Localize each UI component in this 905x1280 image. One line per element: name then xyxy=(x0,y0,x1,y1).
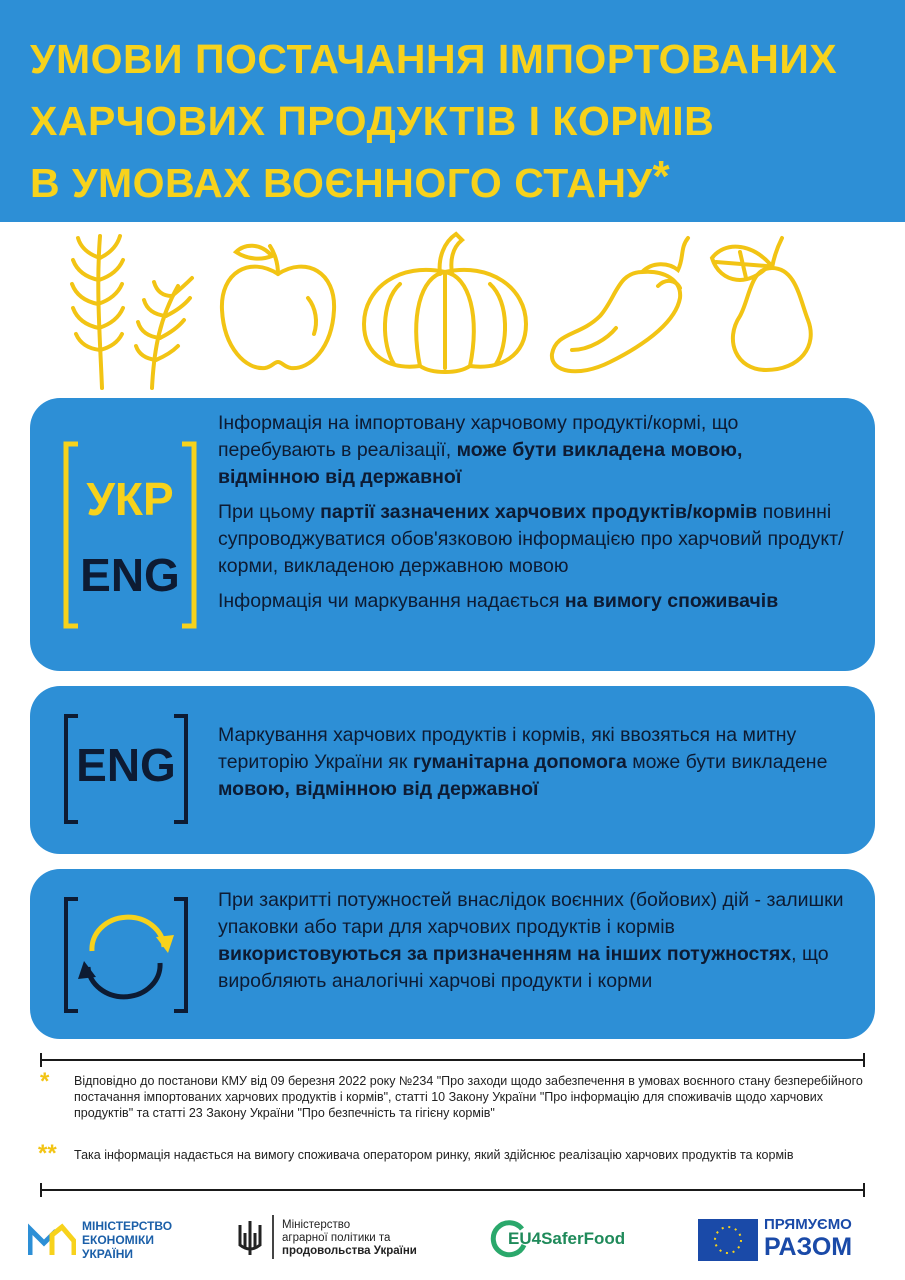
recycle-badge xyxy=(62,895,190,1015)
footnote-2: Така інформація надається на вимогу споживача оператором ринку, який здійснює реалізацію харчових продуктів та кормів xyxy=(74,1148,794,1162)
card2-normal-a: Маркування харчових продуктів і кормів, які ввозяться на митну територію України як xyxy=(218,724,797,773)
minagro-logo-text xyxy=(282,1219,417,1258)
header-banner xyxy=(0,0,905,222)
card1-p1-normal: Інформація на імпортовану харчовому продукті/кормі, що перебувають в реалізації, xyxy=(218,412,739,461)
title-line-2: ХАРЧОВИХ ПРОДУКТІВ І КОРМІВ xyxy=(30,98,715,144)
card1-p2-bold: партії зазначених харчових продуктів/кормів xyxy=(320,501,758,523)
card3-bold: використовуються за призначенням на інших потужностях xyxy=(218,943,792,965)
eu4saferfood-logo-text: EU4SaferFood xyxy=(508,1229,626,1248)
card1-p3-bold: на вимогу споживачів xyxy=(564,590,779,612)
card1-p3-normal: Інформація чи маркування надається xyxy=(218,590,565,612)
pear-icon xyxy=(712,238,811,370)
pumpkin-icon xyxy=(364,234,526,372)
badge-ukr-label: УКР xyxy=(86,473,174,525)
partner-logos xyxy=(0,1205,905,1275)
mineconomy-logo-text xyxy=(82,1219,172,1261)
eggplant-icon xyxy=(552,238,688,371)
footnote-star-2: ** xyxy=(38,1140,57,1167)
card2-normal-b: може бути викладене xyxy=(626,751,828,773)
page-title xyxy=(30,28,890,214)
card3-paragraph xyxy=(218,887,849,995)
apple-icon xyxy=(222,246,334,368)
info-card-language xyxy=(30,398,875,671)
title-line-1: УМОВИ ПОСТАЧАННЯ ІМПОРТОВАНИХ xyxy=(30,36,838,82)
card2-text xyxy=(218,722,849,811)
eu-flag-icon xyxy=(698,1219,758,1261)
razom-text: РАЗОМ xyxy=(764,1233,853,1261)
card3-text xyxy=(218,887,849,1003)
mineconomy-line-1: МІНІСТЕРСТВО xyxy=(82,1219,173,1233)
mineconomy-logo-icon xyxy=(28,1223,76,1259)
card3-normal-b: , що виробляють аналогічні харчові продукти і корми xyxy=(218,943,829,992)
card1-paragraph-1 xyxy=(218,410,849,491)
minagro-line-3: продовольства України xyxy=(282,1245,417,1257)
card1-paragraph-2 xyxy=(218,499,849,580)
title-asterisk: * xyxy=(652,152,671,201)
footnote-1: Відповідно до постанови КМУ від 09 березня 2022 року №234 "Про заходи щодо забезпечення в умовах воєнного стану безперебійного постачання імпортованих харчових продуктів і кормів", статті 10 Закону України "Про інформацію для споживачів щодо харчових продуктів" та статті 23 Закону України "Про безпечність та гігієну кормів" xyxy=(74,1074,863,1120)
info-card-packaging xyxy=(30,869,875,1039)
badge-eng-label-2: ENG xyxy=(76,739,176,791)
info-card-humanitarian xyxy=(30,686,875,854)
card2-bold-b: мовою, відмінною від державної xyxy=(218,778,539,800)
footnote-divider-bottom xyxy=(40,1189,865,1191)
card1-p2-normal-b: повинні супроводжуватися обов'язковою інформацією про харчовий продукт/корми, викладеною державною мовою xyxy=(218,501,844,577)
card2-paragraph xyxy=(218,722,849,803)
footnote-divider-top xyxy=(40,1059,865,1061)
badge-eng-label: ENG xyxy=(80,549,180,601)
minagro-divider xyxy=(272,1215,274,1259)
mineconomy-line-3: УКРАЇНИ xyxy=(82,1247,134,1261)
card1-paragraph-3 xyxy=(218,588,849,615)
card1-p2-normal-a: При цьому xyxy=(218,501,321,523)
food-icons-row xyxy=(60,228,860,393)
card1-p1-bold: може бути викладена мовою, відмінною від державної xyxy=(218,439,743,488)
pryamuemo-text: ПРЯМУЄМО xyxy=(764,1216,852,1233)
card3-normal-a: При закритті потужностей внаслідок воєнних (бойових) дій - залишки упаковки або тари для харчових продуктів і кормів xyxy=(218,889,844,938)
wheat-icon xyxy=(72,236,192,388)
ukraine-trident-icon xyxy=(236,1219,264,1259)
minagro-line-1: Міністерство xyxy=(282,1219,351,1231)
footnote-star-1: * xyxy=(40,1068,50,1095)
mineconomy-line-2: ЕКОНОМІКИ xyxy=(82,1233,154,1247)
minagro-line-2: аграрної політики та xyxy=(282,1232,391,1244)
title-line-3 xyxy=(30,152,890,214)
card2-bold-a: гуманітарна допомога xyxy=(412,751,627,773)
title-line-3-text: В УМОВАХ ВОЄННОГО СТАНУ xyxy=(30,160,653,206)
recycle-arrows-icon xyxy=(78,917,174,997)
card1-text xyxy=(218,410,849,623)
